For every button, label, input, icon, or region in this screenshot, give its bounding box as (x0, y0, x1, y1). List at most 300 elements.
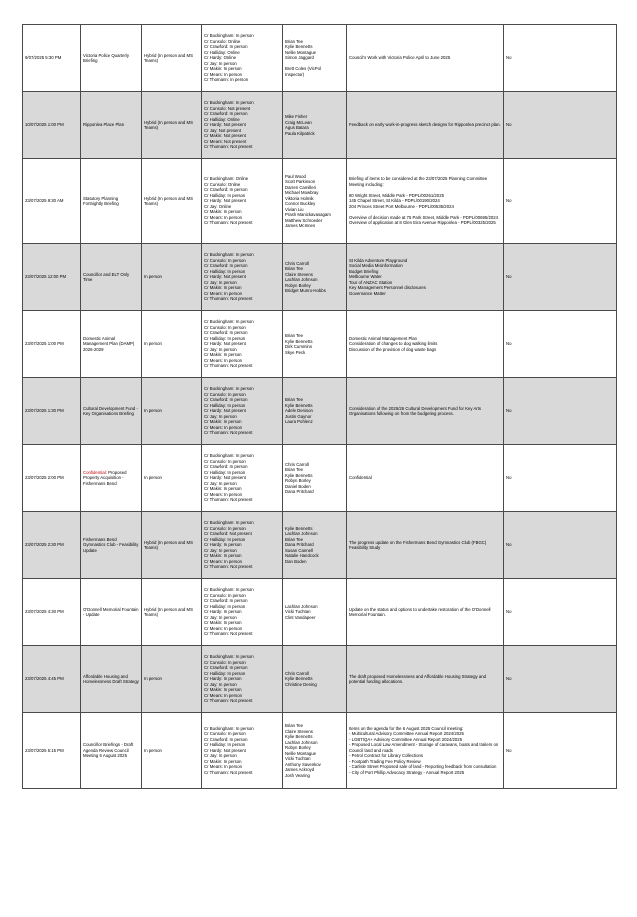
title-cell (81, 579, 142, 646)
councillor-attendance: Cr Crawford: Not present (204, 531, 252, 537)
attendee-name: Kylie Bennetts (285, 472, 313, 478)
councillor-attendance: Cr Thomann: Not present (204, 769, 253, 775)
matter-item: Council's Work with Victoria Police April to June 2025 (349, 55, 451, 61)
attendee-name: Brian Tee (285, 723, 304, 728)
attendee-name: Natalie Handcock (285, 553, 319, 559)
title-cell (81, 445, 142, 512)
attendee-name: Matthew Schroeder (285, 217, 323, 223)
mode-cell (142, 713, 202, 789)
matter-item: - Carlisle Street Proposed sale of land - Reporting feedback from consultation (349, 764, 497, 770)
conflict-cell (504, 311, 617, 378)
councillor-attendance: Cr Crawford: In person (204, 464, 248, 470)
attendee-name: Clint Vandapeer (285, 614, 316, 620)
councillor-attendance: Cr Jay: In person (204, 753, 237, 759)
mode-cell (142, 512, 202, 579)
councillor-attendance: Cr Crawford: In person (204, 736, 248, 742)
attendee-name: Chris Carroll (285, 260, 309, 266)
attendee-name: Prash Manickavasagam (285, 212, 331, 217)
attendee-name: Daniel Boden (285, 483, 311, 489)
councillor-attendance: Cr Halliday: In person (204, 268, 246, 274)
matter-item: 80 Wright Street, Middle Park - PDPL/00261/2025 (349, 192, 444, 198)
councillor-attendance: Cr Jay: In person (204, 413, 237, 419)
attendee-name: Justin Gaynor (285, 413, 312, 419)
attendee-name: Anthony Savenkov (285, 761, 321, 767)
matter-item: 145 Chapel Street, St Kilda - PDPL/00190/2024 (349, 198, 440, 204)
councillor-attendance: Cr Mears: In person (204, 625, 242, 631)
conflict-of-interest: No (506, 55, 512, 61)
councillors-cell (202, 646, 283, 713)
matter-item: Update on the status and options to undertake restoration of the O'Donnell Memorial Fountain. (349, 606, 491, 617)
conflict-of-interest: No (506, 676, 512, 682)
councillor-attendance: Cr Halliday: Online (204, 116, 240, 122)
mode-cell (142, 579, 202, 646)
attendee-name: Robyn Borley (285, 282, 311, 288)
attendees-cell (283, 512, 347, 579)
conflict-cell (504, 92, 617, 159)
councillor-attendance: Cr Makin: In person (204, 419, 242, 425)
briefing-title (83, 196, 139, 207)
matter-item: Consideration of the 2025/26 Cultural Development Fund for Key Arts Organisations following on from the budgeting process. (349, 405, 482, 416)
attendee-name: Laura Pohlenz (285, 419, 313, 425)
conflict-of-interest: No (506, 609, 512, 615)
datetime-cell (23, 646, 81, 713)
councillor-attendance: Cr Cunsolo: In person (204, 257, 246, 263)
attendees-cell (283, 244, 347, 311)
attendee-name: Susan Cannell (285, 547, 313, 553)
councillor-attendance: Cr Cunsolo: In person (204, 324, 246, 330)
conflict-cell (504, 445, 617, 512)
datetime-cell (23, 713, 81, 789)
attendees-cell (283, 311, 347, 378)
matter-item: Budget Briefing (349, 268, 379, 274)
councillor-attendance: Cr Jay: Not present (204, 127, 242, 133)
councillor-attendance: Cr Buckingham: In person (204, 453, 254, 459)
attendee-name: Craig McLean (285, 119, 312, 125)
matter-item: - Proposed Local Law Amendment - Storage of caravans, boats and trailers on Council land and roads (349, 742, 499, 753)
councillor-attendance: Cr Mears: In person (204, 692, 242, 698)
attendee-name: Vicki Tuchtan (285, 609, 311, 615)
briefing-title-text: Proposed Property Acquisition - Fishermans Bend (83, 469, 127, 486)
conflict-cell (504, 646, 617, 713)
councillors-cell (202, 25, 283, 92)
councillor-attendance: Cr Halliday: In person (204, 469, 246, 475)
attendee-name: Michael Mowbray (285, 190, 319, 195)
attendee-name: Lachlan Johnson (285, 531, 318, 537)
attendees-cell (283, 378, 347, 445)
councillor-attendance: Cr Halliday: In person (204, 402, 246, 408)
councillor-attendance: Cr Hardy: Not present (204, 475, 246, 481)
councillor-attendance: Cr Buckingham: Online (204, 176, 249, 182)
briefings-table (22, 24, 617, 789)
matters-cell (347, 244, 504, 311)
councillor-attendance: Cr Buckingham: In person (204, 386, 254, 392)
councillor-attendance: Cr Makin: In person (204, 553, 242, 559)
councillor-attendance: Cr Thomann: Not present (204, 430, 253, 436)
attendee-name: Mike Fisher (285, 114, 308, 119)
matter-item: - LGBTIQA+ Advisory Committee Annual Report 2024/2025 (349, 736, 463, 742)
datetime-cell (23, 159, 81, 244)
conflict-cell (504, 512, 617, 579)
attendee-name: Viktoria Holmik (285, 195, 314, 201)
attendance-mode: In person (144, 274, 162, 280)
table-row (23, 92, 617, 159)
councillors-cell (202, 445, 283, 512)
conflict-cell (504, 244, 617, 311)
councillor-attendance: Cr Crawford: In person (204, 397, 248, 403)
attendee-name: James McInnes (285, 223, 316, 228)
table-row (23, 512, 617, 579)
confidential-label: Confidential: (83, 469, 107, 475)
attendee-name: Lachlan Johnson (285, 603, 318, 609)
councillor-attendance: Cr Halliday: In person (204, 670, 246, 676)
table-row (23, 646, 617, 713)
title-cell (81, 378, 142, 445)
matter-item: Feedback on early work-in-progress sketch designs for Ripponlea precinct plan. (349, 122, 501, 128)
matter-item: Melbourne Water (349, 274, 382, 280)
councillor-attendance: Cr Cunsolo: Online (204, 38, 241, 44)
councillors-cell (202, 512, 283, 579)
attendee-name: Connor Buckley (285, 201, 316, 206)
councillor-attendance: Cr Cunsolo: In person (204, 592, 246, 598)
attendance-mode: Hybrid (In person and MS Teams) (144, 606, 193, 617)
councillor-attendance: Cr Hardy: Online (204, 55, 236, 61)
matter-item: Discussion of the provision of dog waste bags (349, 346, 437, 352)
briefing-title (83, 53, 139, 64)
attendance-mode: In person (144, 747, 162, 753)
matters-cell (347, 25, 504, 92)
briefing-title-text: Statutory Planning Fortnightly Briefing (83, 195, 119, 206)
briefing-datetime: 23/07/2025 4:45 PM (25, 676, 64, 682)
conflict-of-interest: No (506, 747, 512, 753)
councillor-attendance: Cr Cunsolo: In person (204, 458, 246, 464)
attendee-name: Brian Tee (285, 536, 304, 542)
councillor-attendance: Cr Cunsolo: In person (204, 731, 246, 737)
matter-item: Governance Matter (349, 290, 386, 296)
attendance-mode: In person (144, 676, 162, 682)
conflict-cell (504, 579, 617, 646)
councillor-attendance: Cr Hardy: Not present (204, 198, 246, 204)
datetime-cell (23, 579, 81, 646)
matter-item: Tour of ANZAC Station (349, 279, 393, 285)
matters-cell (347, 311, 504, 378)
councillor-attendance: Cr Halliday: In person (204, 335, 246, 341)
title-cell (81, 92, 142, 159)
matters-cell (347, 579, 504, 646)
councillor-attendance: Cr Buckingham: In person (204, 725, 254, 731)
briefing-title-text: Ripponlea Place Plan (83, 122, 125, 128)
councillor-attendance: Cr Buckingham: In person (204, 654, 254, 660)
table-row (23, 713, 617, 789)
attendee-name: Dan Boden (285, 558, 307, 564)
title-cell (81, 159, 142, 244)
briefing-datetime: 23/07/2025 2:30 PM (25, 542, 64, 548)
attendee-name: Lachlan Johnson (285, 739, 318, 745)
councillor-attendance: Cr Halliday: In person (204, 603, 246, 609)
attendees-cell (283, 713, 347, 789)
conflict-cell (504, 25, 617, 92)
briefing-title (83, 742, 139, 759)
matter-item: - Petrol Contract for Library Collections (349, 753, 424, 759)
matter-item: Items on the agenda for the 6 August 2025 Council meeting: (349, 725, 464, 731)
attendee-name: Robyn Borley (285, 745, 311, 750)
attendee-name: Brian Tee (285, 266, 304, 271)
matter-item: Consideration of changes to dog walking limits (349, 341, 438, 347)
attendee-name: Adele Denison (285, 408, 313, 414)
briefing-datetime: 10/07/2025 1:00 PM (25, 122, 64, 128)
councillor-attendance: Cr Hardy: Not present (204, 408, 246, 414)
matter-item: The progress update on the Fishermans Bend Gymnastics Club (FBGC) Feasibility Study (349, 539, 487, 550)
datetime-cell (23, 378, 81, 445)
title-cell (81, 244, 142, 311)
title-cell (81, 25, 142, 92)
councillor-attendance: Cr Thomann: Not present (204, 564, 253, 570)
councillor-attendance: Cr Mears: In person (204, 424, 242, 430)
briefings-table-body (23, 25, 617, 789)
title-cell (81, 713, 142, 789)
briefing-datetime: 23/07/2025 1:00 PM (25, 341, 64, 347)
briefing-datetime: 9/07/2025 5:30 PM (25, 55, 62, 61)
attendance-mode: In person (144, 475, 162, 481)
councillor-attendance: Cr Cunsolo: In person (204, 391, 246, 397)
attendee-name: Claire Stevens (285, 271, 313, 277)
briefing-datetime: 23/07/2025 12:00 PM (25, 274, 67, 280)
councillor-attendance: Cr Crawford: In person (204, 187, 248, 193)
councillors-cell (202, 579, 283, 646)
attendee-name: Chris Carroll (285, 670, 309, 676)
attendee-name: Dana Pritchard (285, 489, 314, 494)
attendee-name: Kylie Bennetts (285, 525, 313, 531)
briefing-title (83, 537, 139, 554)
matter-item: - Footpath Trading Fee Policy Review (349, 758, 421, 764)
matter-item: Confidential (349, 475, 372, 481)
councillor-attendance: Cr Hardy: Not present (204, 747, 246, 753)
title-cell (81, 512, 142, 579)
attendee-name: Bridget Munro-Hobbs (285, 288, 326, 293)
table-row (23, 244, 617, 311)
conflict-of-interest: No (506, 274, 512, 280)
attendee-name: Kylie Bennetts (285, 44, 313, 50)
attendee-name: Vicki Tuchtan (285, 756, 311, 761)
councillor-attendance: Cr Hardy: In person (204, 542, 242, 548)
attendee-name: Nellie Montague (285, 750, 317, 756)
briefing-title (83, 336, 139, 353)
councillor-attendance: Cr Jay: Online (204, 203, 232, 209)
attendee-name: Dana Pritchard (285, 542, 314, 548)
attendee-name: Robyn Borley (285, 478, 311, 483)
councillor-attendance: Cr Crawford: In person (204, 111, 248, 117)
councillor-attendance: Cr Halliday: Online (204, 49, 240, 55)
councillor-attendance: Cr Jay: In person (204, 480, 237, 486)
councillors-cell (202, 311, 283, 378)
councillor-attendance: Cr Thomann: Not present (204, 144, 253, 150)
matter-item: Key Management Personnel disclosures (349, 285, 426, 291)
conflict-cell (504, 713, 617, 789)
briefing-datetime: 23/07/2025 9:30 AM (25, 198, 64, 204)
councillor-attendance: Cr Makin: In person (204, 66, 242, 72)
conflict-of-interest: No (506, 542, 512, 548)
attendee-name: Skye Peck (285, 349, 306, 355)
councillor-attendance: Cr Crawford: In person (204, 263, 248, 269)
briefing-title-text: Fishermans Bend Gymnastics Club - Feasibility Update (83, 536, 139, 553)
table-row (23, 445, 617, 512)
attendee-name: Scott Parkinson (285, 179, 316, 184)
attendee-name: Brian Tee (285, 397, 304, 403)
attendees-cell (283, 445, 347, 512)
title-cell (81, 311, 142, 378)
councillor-attendance: Cr Hardy: Not present (204, 122, 246, 128)
mode-cell (142, 159, 202, 244)
table-row (23, 159, 617, 244)
conflict-cell (504, 378, 617, 445)
councillor-attendance: Cr Halliday: In person (204, 192, 246, 198)
matter-item: Social Media Misinformation (349, 263, 403, 269)
councillor-attendance: Cr Makin: In person (204, 285, 242, 291)
councillor-attendance: Cr Makin: In person (204, 209, 242, 215)
councillor-attendance: Cr Mears: In person (204, 491, 242, 497)
councillors-cell (202, 713, 283, 789)
attendee-name: Paul Wood (285, 173, 306, 179)
attendance-mode: Hybrid (In person and MS Teams) (144, 52, 193, 63)
matter-item: - Multicultural Advisory Committee Annual Report 2024/2025 (349, 731, 464, 737)
matter-item: Overview of application at 8 Glen Eira Avenue Ripponlea - PDPL/00325/2025 (349, 220, 496, 226)
briefing-title-text: Councillor Briefings - Draft Agenda Review Council Meeting 6 August 2025 (83, 742, 134, 759)
attendance-mode: Hybrid (In person and MS Teams) (144, 119, 193, 130)
councillor-attendance: Cr Makin: In person (204, 620, 242, 626)
briefing-datetime: 23/07/2025 1:30 PM (25, 408, 64, 414)
briefing-title-text: Affordable Housing and Homelessness Draft Strategy (83, 673, 139, 684)
table-row (23, 378, 617, 445)
attendee-name: Simon Jaggard (285, 55, 314, 61)
councillor-attendance: Cr Jay: In person (204, 60, 237, 66)
councillor-attendance: Cr Makin: In person (204, 352, 242, 358)
councillor-attendance: Cr Crawford: In person (204, 330, 248, 336)
attendance-mode: In person (144, 341, 162, 347)
briefing-title-text: Domestic Animal Management Plan (DAMP) 2026-2029 (83, 335, 135, 352)
attendees-cell (283, 92, 347, 159)
matters-cell (347, 159, 504, 244)
title-cell (81, 646, 142, 713)
councillor-attendance: Cr Crawford: In person (204, 598, 248, 604)
councillor-attendance: Cr Mears: In person (204, 357, 242, 363)
councillor-attendance: Cr Thomann: In person (204, 77, 249, 83)
briefing-title-text: Victoria Police Quarterly Briefing (83, 52, 130, 63)
mode-cell (142, 92, 202, 159)
councillor-attendance: Cr Jay: In person (204, 346, 237, 352)
conflict-cell (504, 159, 617, 244)
councillor-attendance: Cr Cunsolo: In person (204, 525, 246, 531)
councillor-attendance: Cr Buckingham: In person (204, 319, 254, 325)
councillor-attendance: Cr Mears: In person (204, 214, 242, 220)
attendee-name: Brian Tee (285, 38, 304, 44)
councillors-cell (202, 244, 283, 311)
attendees-cell (283, 25, 347, 92)
councillor-attendance: Cr Mears: In person (204, 290, 242, 296)
datetime-cell (23, 445, 81, 512)
datetime-cell (23, 25, 81, 92)
briefing-title (83, 406, 139, 417)
councillor-attendance: Cr Buckingham: In person (204, 587, 254, 593)
conflict-of-interest: No (506, 122, 512, 128)
attendee-name: Kylie Bennetts (285, 734, 313, 739)
table-row (23, 579, 617, 646)
attendance-mode: In person (144, 408, 162, 414)
councillor-attendance: Cr Hardy: Not present (204, 341, 246, 347)
attendees-cell (283, 646, 347, 713)
councillor-attendance: Cr Cunsolo: Not present (204, 105, 251, 111)
councillor-attendance: Cr Crawford: In person (204, 44, 248, 50)
attendee-name: Kylie Bennetts (285, 676, 313, 682)
briefing-title (83, 607, 139, 618)
attendee-name: Chris Carroll (285, 461, 309, 467)
conflict-of-interest: No (506, 408, 512, 414)
mode-cell (142, 646, 202, 713)
briefing-title (83, 272, 139, 283)
councillor-attendance: Cr Makin: In person (204, 758, 242, 764)
briefing-title-text: Cultural Development Fund - Key Organisations Briefing (83, 405, 138, 416)
briefing-title (83, 674, 139, 685)
councillor-attendance: Cr Jay: In person (204, 614, 237, 620)
attendee-name: Brian Tee (285, 333, 304, 338)
councillor-attendance: Cr Thomann: Not present (204, 497, 253, 503)
datetime-cell (23, 244, 81, 311)
councillor-attendance: Cr Halliday: In person (204, 536, 246, 542)
councillor-attendance: Cr Mears: In person (204, 558, 242, 564)
datetime-cell (23, 311, 81, 378)
councillor-attendance: Cr Mears: In person (204, 71, 242, 77)
mode-cell (142, 25, 202, 92)
councillor-attendance: Cr Buckingham: In person (204, 100, 254, 106)
attendee-name: Nellie Montague (285, 49, 317, 55)
councillor-attendance: Cr Mears: In person (204, 764, 242, 770)
matters-cell (347, 512, 504, 579)
councillor-attendance: Cr Cunsolo: Online (204, 181, 241, 187)
councillor-attendance: Cr Hardy: In person (204, 676, 242, 682)
conflict-of-interest: No (506, 198, 512, 204)
briefing-title-text: Councillor and ELT Only Time (83, 271, 130, 282)
matters-cell (347, 378, 504, 445)
datetime-cell (23, 92, 81, 159)
attendee-name: Lachlan Johnson (285, 277, 318, 282)
councillor-attendance: Cr Jay: In person (204, 279, 237, 285)
councillor-attendance: Cr Cunsolo: In person (204, 659, 246, 665)
councillor-attendance: Cr Hardy: In person (204, 609, 242, 615)
conflict-of-interest: No (506, 475, 512, 481)
councillors-cell (202, 159, 283, 244)
councillor-attendance: Cr Thomann: Not present (204, 220, 253, 226)
briefing-title (83, 122, 139, 128)
councillor-attendance: Cr Buckingham: In person (204, 33, 254, 39)
attendees-cell (283, 159, 347, 244)
councillor-attendance: Cr Thomann: Not present (204, 631, 253, 637)
mode-cell (142, 378, 202, 445)
mode-cell (142, 311, 202, 378)
councillor-attendance: Cr Jay: In person (204, 547, 237, 553)
matter-item: - City of Port Phillip Advocacy Strategy - Annual Report 2025 (349, 769, 465, 775)
attendee-name: Claire Stevens (285, 728, 313, 734)
attendance-mode: Hybrid (In person and MS Teams) (144, 195, 193, 206)
councillors-cell (202, 378, 283, 445)
matter-item: Briefing of items to be considered at the 23/07/2025 Planning Committee Meeting including: (349, 176, 488, 187)
matters-cell (347, 445, 504, 512)
conflict-of-interest: No (506, 341, 512, 347)
attendee-name: Kylie Bennetts (285, 338, 313, 344)
councillor-attendance: Cr Crawford: In person (204, 665, 248, 671)
matter-item: St Kilda Adventure Playground (349, 257, 408, 263)
councillor-attendance: Cr Hardy: Not present (204, 274, 246, 280)
councillor-attendance: Cr Thomann: Not present (204, 296, 253, 302)
councillor-attendance: Cr Thomann: Not present (204, 363, 253, 369)
attendee-name: Agus Batara (285, 125, 309, 130)
